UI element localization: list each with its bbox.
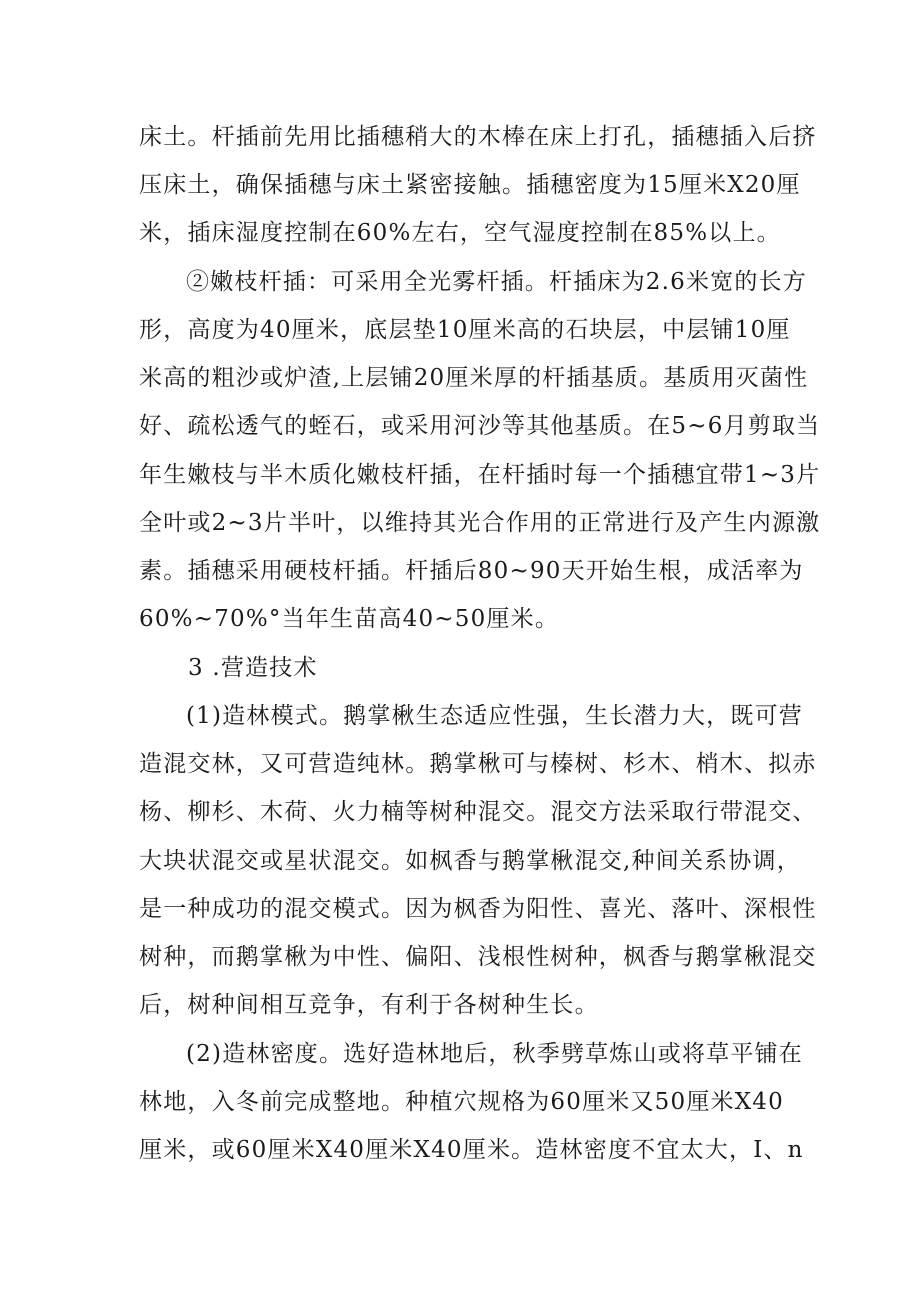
text-line: 压床土，确保插穗与床土紧密接触。插穗密度为15厘米X20厘 [139, 172, 801, 198]
text-line: 全叶或2~3片半叶，以维持其光合作用的正常进行及产生内源激 [139, 510, 821, 536]
text-line: 是一种成功的混交模式。因为枫香为阳性、喜光、落叶、深根性 [139, 896, 817, 922]
text-line: 厘米，或60厘米X40厘米X40厘米。造林密度不宜太大，I、n [139, 1137, 804, 1163]
text-line: 后，树种间相互竞争，有利于各树种生长。 [139, 992, 599, 1018]
text-line: 杨、柳杉、木荷、火力楠等树种混交。混交方法采取行带混交、 [139, 799, 817, 825]
section-heading: 3 .营造技术 [188, 655, 318, 681]
paragraph-start-line: (1)造林模式。鹅掌楸生态适应性强，生长潜力大，既可营 [186, 703, 803, 729]
text-line: 造混交林，又可营造纯林。鹅掌楸可与榛树、杉木、梢木、拟赤 [139, 751, 817, 777]
text-line: 米，插床湿度控制在60%左右，空气湿度控制在85%以上。 [139, 220, 781, 246]
text-line: 米高的粗沙或炉渣,上层铺20厘米厚的杆插基质。基质用灭菌性 [139, 365, 809, 391]
paragraph-start-line: (2)造林密度。选好造林地后，秋季劈草炼山或将草平铺在 [186, 1041, 803, 1067]
text-line: 大块状混交或星状混交。如枫香与鹅掌楸混交,种间关系协调， [139, 848, 801, 874]
text-line: 形，高度为40厘米，底层垫10厘米高的石块层，中层铺10厘 [139, 317, 791, 343]
text-line: 林地，入冬前完成整地。种植穴规格为60厘米又50厘米X40 [139, 1089, 784, 1115]
text-line: 年生嫩枝与半木质化嫩枝杆插，在杆插时每一个插穗宜带1~3片 [139, 462, 821, 488]
text-line: 素。插穗采用硬枝杆插。杆插后80~90天开始生根，成活率为 [139, 558, 804, 584]
text-line: 床土。杆插前先用比插穗稍大的木棒在床上打孔，插穗插入后挤 [139, 124, 817, 150]
paragraph-start-line: ②嫩枝杆插：可采用全光雾杆插。杆插床为2.6米宽的长方 [186, 269, 807, 295]
text-line: 树种，而鹅掌楸为中性、偏阳、浅根性树种，枫香与鹅掌楸混交 [139, 944, 817, 970]
text-line: 好、疏松透气的蛭石，或采用河沙等其他基质。在5~6月剪取当 [139, 413, 821, 439]
text-line: 60%~70%°当年生苗高40~50厘米。 [139, 606, 560, 632]
